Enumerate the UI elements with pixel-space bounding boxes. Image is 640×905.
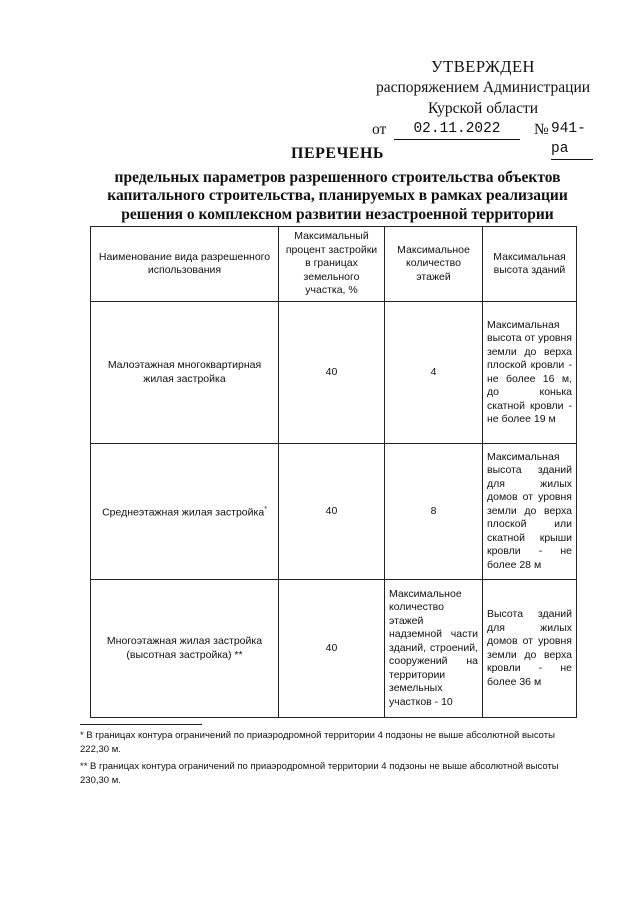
approval-line-2: Курской области: [427, 100, 539, 117]
table-header-row: [91, 227, 577, 302]
usage-type-cell: Многоэтажная жилая застройка (высотная застройка) **: [91, 580, 279, 718]
percent-cell: 40: [279, 444, 385, 580]
document-title: [80, 145, 595, 224]
footnote-mark: *: [264, 506, 267, 513]
header-usage-type: Наименование вида разрешенного использования: [91, 227, 279, 302]
title-line-2: капитального строительства, планируемых в рамках реализации: [107, 187, 568, 204]
floors-cell: 4: [385, 302, 483, 444]
table-row: [91, 302, 577, 444]
approval-title: УТВЕРЖДЕН: [431, 57, 535, 76]
height-cell: Максимальная высота зданий для жилых домов от уровня земли до верха плоской или скатной крыши кровли - не более 28 м: [483, 444, 577, 580]
title-line-3: решения о комплексном развитии незастроенной территории: [121, 205, 554, 223]
table-row: [91, 580, 577, 718]
footnote-2: ** В границах контура ограничений по приаэродромной территории 4 подзоны не выше абсолютной высоты 230,30 м.: [80, 761, 559, 786]
floors-cell: 8: [385, 444, 483, 580]
order-number: 941-ра: [551, 119, 593, 160]
footnote-1: * В границах контура ограничений по приаэродромной территории 4 подзоны не выше абсолютной высоты 222,30 м.: [80, 730, 555, 755]
order-line: [358, 119, 608, 157]
footnotes: [80, 724, 580, 791]
approval-line-1: распоряжением Администрации: [375, 79, 591, 96]
percent-cell: 40: [279, 580, 385, 718]
usage-type-cell: Малоэтажная многоквартирная жилая застройка: [91, 302, 279, 444]
height-cell: Высота зданий для жилых домов от уровня земли до верха кровли - не более 36 м: [483, 580, 577, 718]
from-label: от: [372, 121, 387, 138]
percent-cell: 40: [279, 302, 385, 444]
header-max-floors: Максимальное количество этажей: [385, 227, 483, 302]
table-row: [91, 444, 577, 580]
floors-cell: Максимальное количество этажей надземной части зданий, строений, сооружений на территории земельных участков - 10: [385, 580, 483, 718]
title-line-1: предельных параметров разрешенного строительства объектов: [114, 168, 561, 186]
approval-stamp: [358, 56, 608, 157]
number-label: №: [534, 121, 549, 138]
order-date: 02.11.2022: [394, 119, 520, 140]
height-cell: Максимальная высота от уровня земли до верха плоской кровли - не более 16 м, до конька скатной кровли - не более 19 м: [483, 302, 577, 444]
header-max-percent: Максимальный процент застройки в границах земельного участка, %: [279, 227, 385, 302]
footnote-divider: [80, 724, 202, 725]
parameters-table: [90, 226, 577, 718]
title-heading: ПЕРЕЧЕНЬ: [291, 145, 384, 162]
usage-type-cell: Среднеэтажная жилая застройка*: [91, 444, 279, 580]
header-max-height: Максимальная высота зданий: [483, 227, 577, 302]
